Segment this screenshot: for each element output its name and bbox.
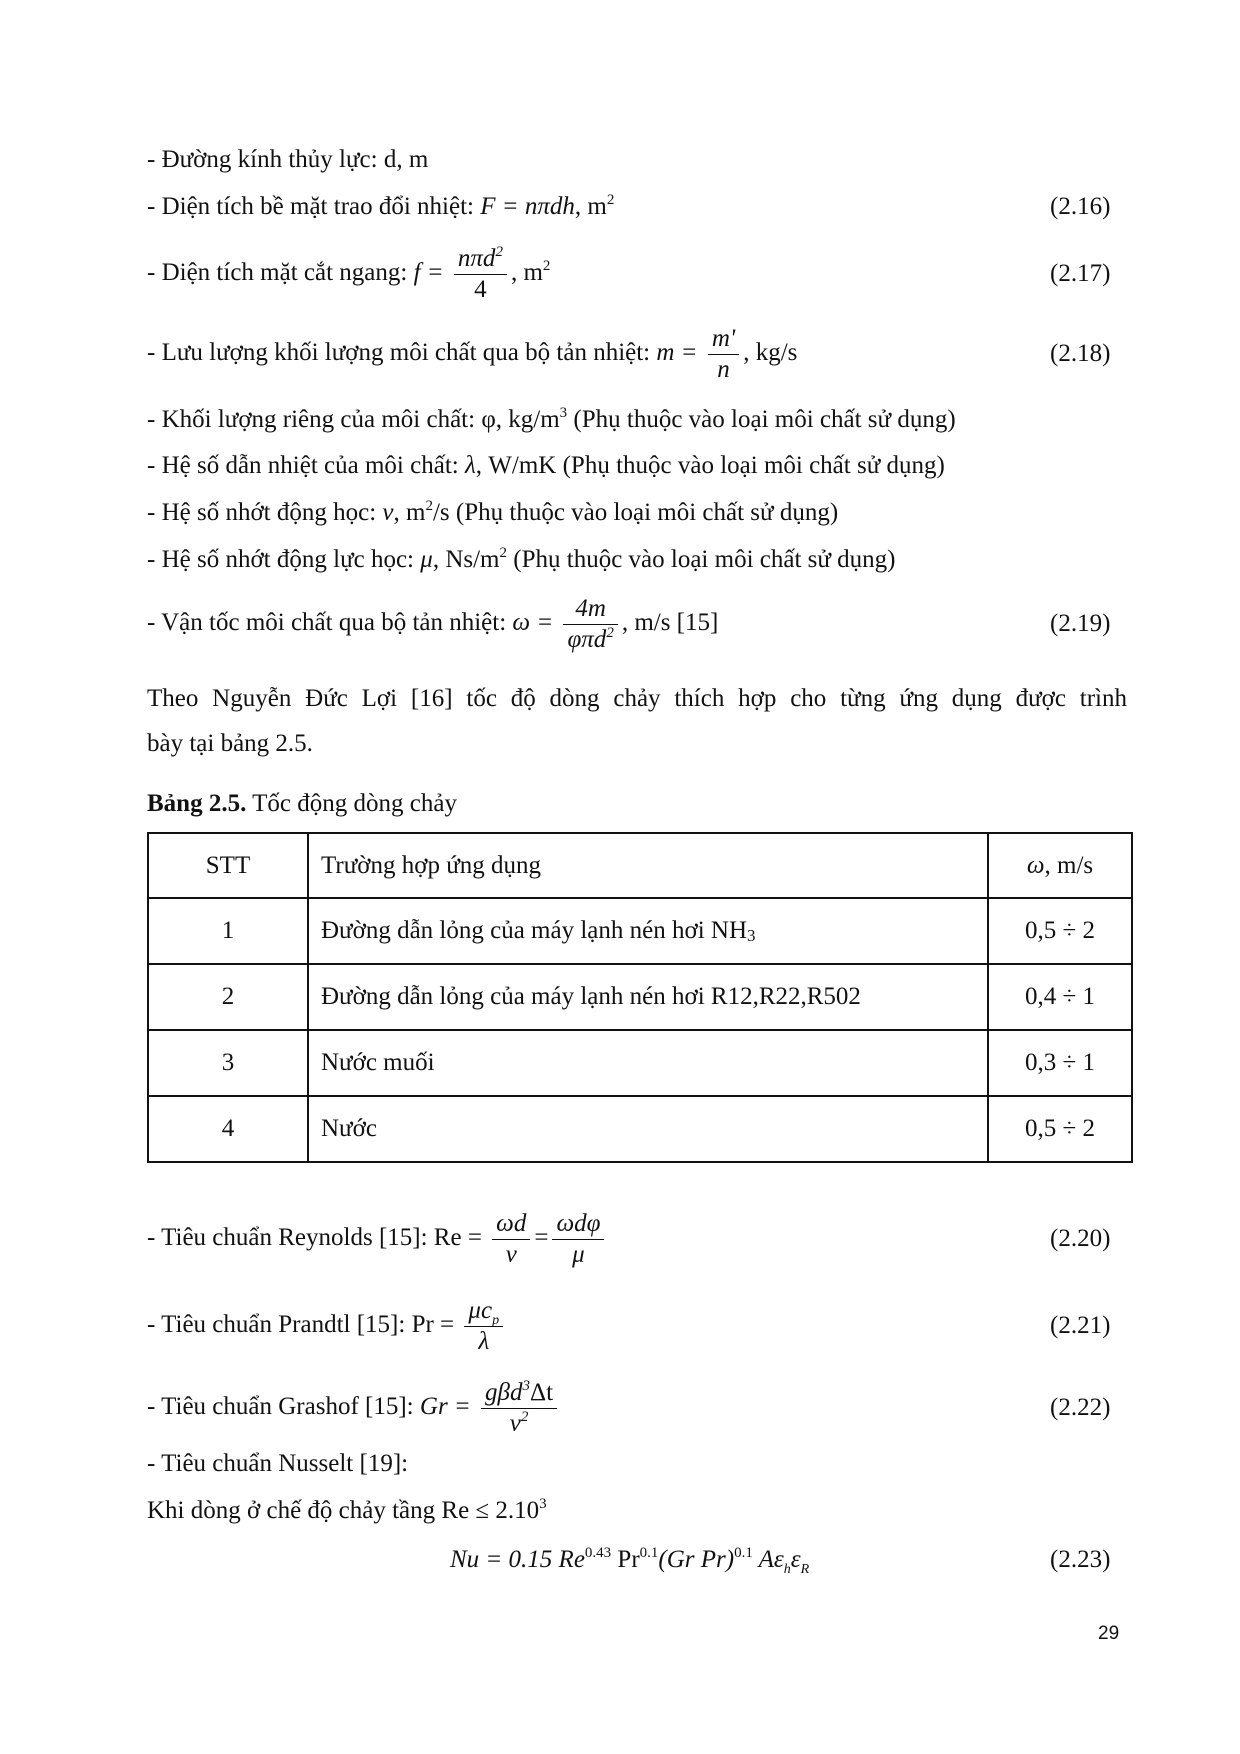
kinematic-viscosity-line: - Hệ số nhớt động học: ν, $m^2/s$ (Phụ thuộc vào loại môi chất sử dụng) [147,498,839,526]
row-case: Nước [308,1096,988,1162]
mass-flow-unit: , kg/s [743,339,798,367]
grashof-lhs: Gr = [419,1393,471,1421]
prandtl-label: - Tiêu chuẩn Prandtl [15]: [147,1311,406,1339]
table-caption: Bảng 2.5. Tốc động dòng chảy [147,790,457,817]
reynolds-line: - Tiêu chuẩn Reynolds [15]: Re = $\frac{\omega d}{\nu}$ = $\frac{\text{ωdφ}}{\mu}$ [147,1209,608,1270]
eq-number-2-20: (2.20) [1050,1225,1111,1252]
prandtl-line [147,1296,507,1357]
row-value: 0,5 ÷ 2 [988,1096,1132,1162]
velocity-line [147,594,718,655]
cross-section-lhs: f = [413,259,444,287]
row-stt: 3 [148,1030,308,1096]
surface-area-line: - Diện tích bề mặt trao đổi nhiệt: F = nπdh, $m^2$ [147,192,615,220]
prandtl-fraction: $\frac{\mu c_p}{\lambda}$ [464,1296,503,1357]
cross-section-label: - Diện tích mặt cắt ngang: [147,259,408,287]
paragraph-line-2: bày tại bảng 2.5. [147,730,313,757]
grashof-line [147,1378,561,1439]
grashof-label: - Tiêu chuẩn Grashof [15]: [147,1393,414,1421]
hydraulic-diameter-line: - Đường kính thủy lực: d, m [147,146,429,173]
eq-number-2-18: (2.18) [1050,340,1111,367]
mu-symbol: μ [420,546,433,573]
cross-section-fraction: $\frac{n\pi d^2}{4}$ [454,244,507,305]
page-number: 29 [1098,1623,1120,1644]
laminar-condition: Khi dòng ở chế độ chảy tầng $Re \le 2.10^3$ [147,1496,547,1524]
eq-number-2-19: (2.19) [1050,610,1111,637]
velocity-fraction: $\frac{4m}{\varphi\pi d^2}$ [563,594,617,655]
conductivity-line: - Hệ số dẫn nhiệt của môi chất: λ, W/mK (Phụ thuộc vào loại môi chất sử dụng) [147,452,945,479]
header-case: Trường hợp ứng dụng [308,833,988,898]
intro-paragraph [147,676,1127,766]
nusselt-label: - Tiêu chuẩn Nusselt [19]: [147,1450,409,1477]
row-value: 0,5 ÷ 2 [988,898,1132,964]
density-line: - Khối lượng riêng của môi chất: φ, $kg/m^3$ (Phụ thuộc vào loại môi chất sử dụng) [147,405,956,433]
mass-flow-lhs: m = [656,339,698,367]
table-row [148,964,1132,1030]
paragraph-line-1: Theo Nguyễn Đức Lợi [16] tốc độ dòng chảy thích hợp cho từng ứng dụng được trình [147,685,1127,712]
row-stt: 2 [148,964,308,1030]
row-case: Đường dẫn lỏng của máy lạnh nén hơi R12,R22,R502 [308,964,988,1030]
surface-area-label: - Diện tích bề mặt trao đổi nhiệt: [147,193,474,220]
reynolds-label: - Tiêu chuẩn Reynolds [15]: [147,1224,428,1252]
nu-symbol: ν [382,499,394,526]
row-case: Nước muối [308,1030,988,1096]
velocity-label: - Vận tốc môi chất qua bộ tản nhiệt: [147,609,507,637]
eq-number-2-21: (2.21) [1050,1312,1111,1339]
reynolds-lhs: Re = [433,1224,482,1252]
dynamic-viscosity-line: - Hệ số nhớt động lực học: μ, $Ns/m^2$ (Phụ thuộc vào loại môi chất sử dụng) [147,545,896,573]
header-speed: ω, m/s [988,833,1132,898]
table-row [148,1030,1132,1096]
nusselt-formula: Nu = 0.15 $Re^{0.43}$ $Pr^{0.1}(Gr$ Pr)$^{0.1}$ $A\varepsilon_h\varepsilon_R$ [450,1545,810,1577]
velocity-lhs: ω = [512,609,554,637]
table-row [148,898,1132,964]
row-stt: 1 [148,898,308,964]
velocity-unit: , m/s [15] [621,609,719,637]
reynolds-fraction-1: $\frac{\omega d}{\nu}$ [492,1209,530,1270]
cross-section-unit: , m [510,259,543,287]
mass-flow-label: - Lưu lượng khối lượng môi chất qua bộ tản nhiệt: [147,339,651,367]
eq-number-2-23: (2.23) [1050,1546,1111,1573]
surface-area-formula: F = nπdh [480,193,575,220]
flow-speed-table [147,832,1133,1163]
mass-flow-fraction: $\frac{m'}{n}$ [708,324,739,385]
row-case: Đường dẫn lỏng của máy lạnh nén hơi $NH_3$ [308,898,988,964]
eq-number-2-16: (2.16) [1050,193,1111,220]
table-row [148,1096,1132,1162]
eq-number-2-17: (2.17) [1050,260,1111,287]
surface-area-unit: , m [574,193,607,220]
eq-number-2-22: (2.22) [1050,1394,1111,1421]
table-header-row [148,833,1132,898]
cross-section-line: - Diện tích mặt cắt ngang: f = $\frac{n\pi d^2}{4}$ , $m^2$ [147,244,551,303]
lambda-symbol: λ [464,452,476,479]
row-value: 0,3 ÷ 1 [988,1030,1132,1096]
mass-flow-line [147,324,797,385]
header-stt: STT [148,833,308,898]
grashof-fraction: $\frac{g\beta d^3\Delta t}{\nu^2}$ [481,1378,557,1439]
prandtl-lhs: Pr = [411,1311,455,1339]
row-stt: 4 [148,1096,308,1162]
row-value: 0,4 ÷ 1 [988,964,1132,1030]
reynolds-fraction-2: $\frac{\text{ωdφ}}{\mu}$ [552,1209,604,1270]
